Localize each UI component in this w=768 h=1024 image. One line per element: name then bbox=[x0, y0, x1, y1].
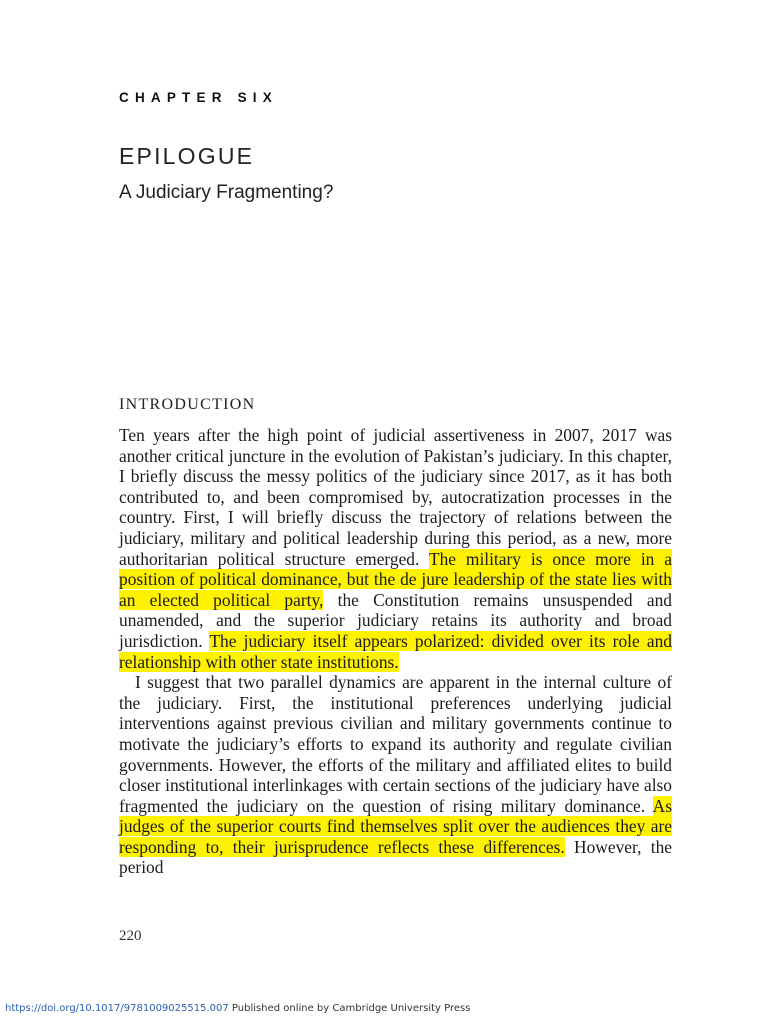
highlighted-text[interactable]: The military is once more in a position of political dominance, but the de jure leadership of the state lies with an elected political party, bbox=[119, 548, 672, 610]
paragraph-text: the Constitution remains unsuspended and unamended, and the superior judiciary retains its authority and broad jurisdiction. bbox=[119, 589, 672, 651]
paragraph-2 bbox=[119, 672, 672, 878]
chapter-title: EPILOGUE bbox=[119, 143, 255, 169]
paragraph-text: Ten years after the high point of judicial assertiveness in 2007, 2017 was another critical juncture in the evolution of Pakistan’s judiciary. In this chapter, I briefly discuss the messy politics of the judiciary since 2017, as it has both contributed to, and been compromised by, autocratization processes in the country. First, I will briefly discuss the trajectory of relations between the judiciary, military and political leadership during this period, as a new, more authoritarian political structure emerged. bbox=[119, 425, 672, 569]
highlighted-text[interactable]: The judiciary itself appears polarized: divided over its role and relationship with other state institutions. bbox=[119, 630, 672, 672]
page-number: 220 bbox=[119, 928, 142, 944]
chapter-label: CHAPTER SIX bbox=[119, 90, 278, 105]
publisher-note: Published online by Cambridge University Press bbox=[228, 1003, 471, 1014]
paragraph-1 bbox=[119, 425, 672, 672]
footer bbox=[5, 1003, 470, 1014]
paragraph-text: I suggest that two parallel dynamics are apparent in the internal culture of the judiciary. First, the institutional preferences underlying judicial interventions against previous civilian and military governments continue to motivate the judiciary’s efforts to expand its authority and regulate civilian governments. However, the efforts of the military and affiliated elites to build closer institutional interlinkages with certain sections of the judiciary have also fragmented the judiciary on the question of rising military dominance. bbox=[119, 672, 672, 816]
body-text bbox=[119, 425, 672, 878]
paragraph-text: However, the period bbox=[119, 836, 672, 878]
highlighted-text[interactable]: As judges of the superior courts find themselves split over the audiences they are responding to, their jurisprudence reflects these differences. bbox=[119, 795, 672, 857]
chapter-subtitle: A Judiciary Fragmenting? bbox=[119, 182, 334, 203]
doi-link[interactable]: https://doi.org/10.1017/9781009025515.007 bbox=[5, 1003, 229, 1014]
section-heading: INTRODUCTION bbox=[119, 396, 256, 413]
